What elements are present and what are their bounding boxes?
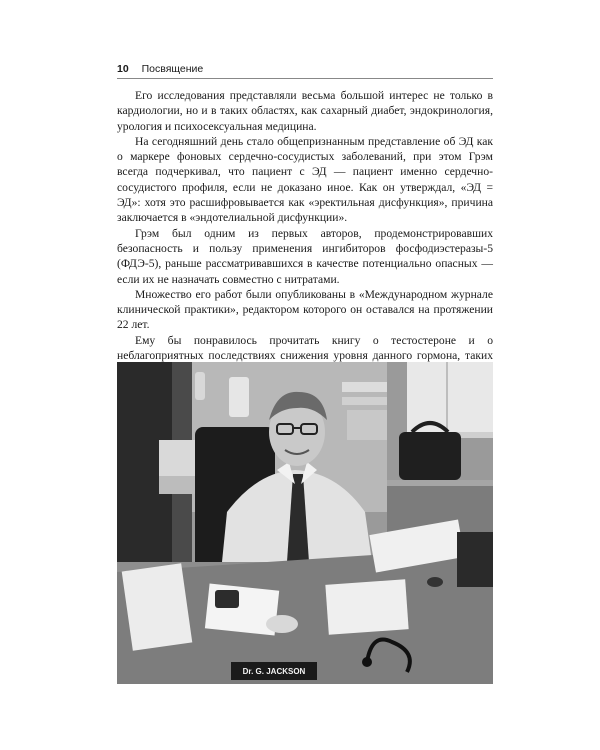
paragraph: Грэм был одним из первых авторов, продемонстрировавших безопасность и пользу применения ингибиторов фосфодиэстеразы-5 (ФДЭ-5), раньше рассматривавшихся в качестве потенциально опасных — если их не назначать совместно с нитратами. <box>117 226 493 286</box>
office-photo <box>117 362 493 684</box>
nameplate-text: Dr. G. JACKSON <box>242 667 306 676</box>
paragraph: Множество его работ были опубликованы в «Международном журнале клинической практики», редактором которого он оставался на протяжении 22 лет. <box>117 287 493 332</box>
office-photo-illustration <box>117 362 493 684</box>
page-number: 10 <box>117 63 129 75</box>
running-header <box>117 62 493 79</box>
paragraph: Его исследования представляли весьма большой интерес не только в кардиологии, но и в таких областях, как сахарный диабет, эндокринология, урология и психосексуальная медицина. <box>117 89 493 133</box>
paragraph: На сегодняшний день стало общепризнанным представление об ЭД как о маркере фоновых сердечно-сосудистых заболеваний, при этом Грэм всегда подчеркивал, что пациент с ЭД — пациент именно сердечно-сосудистого профиля, если не доказано иное. Как он утверждал, «ЭД = ЭД»: хотя это расшифровывается как «эректильная дисфункция», причина заключается в «эндотелиальной дисфункции». <box>117 134 493 225</box>
section-title: Посвящение <box>141 63 204 75</box>
paragraph: Ему бы понравилось прочитать книгу о тестостероне и о неблагоприятных последствиях снижения уровня данного гормона, таких <box>117 333 493 363</box>
